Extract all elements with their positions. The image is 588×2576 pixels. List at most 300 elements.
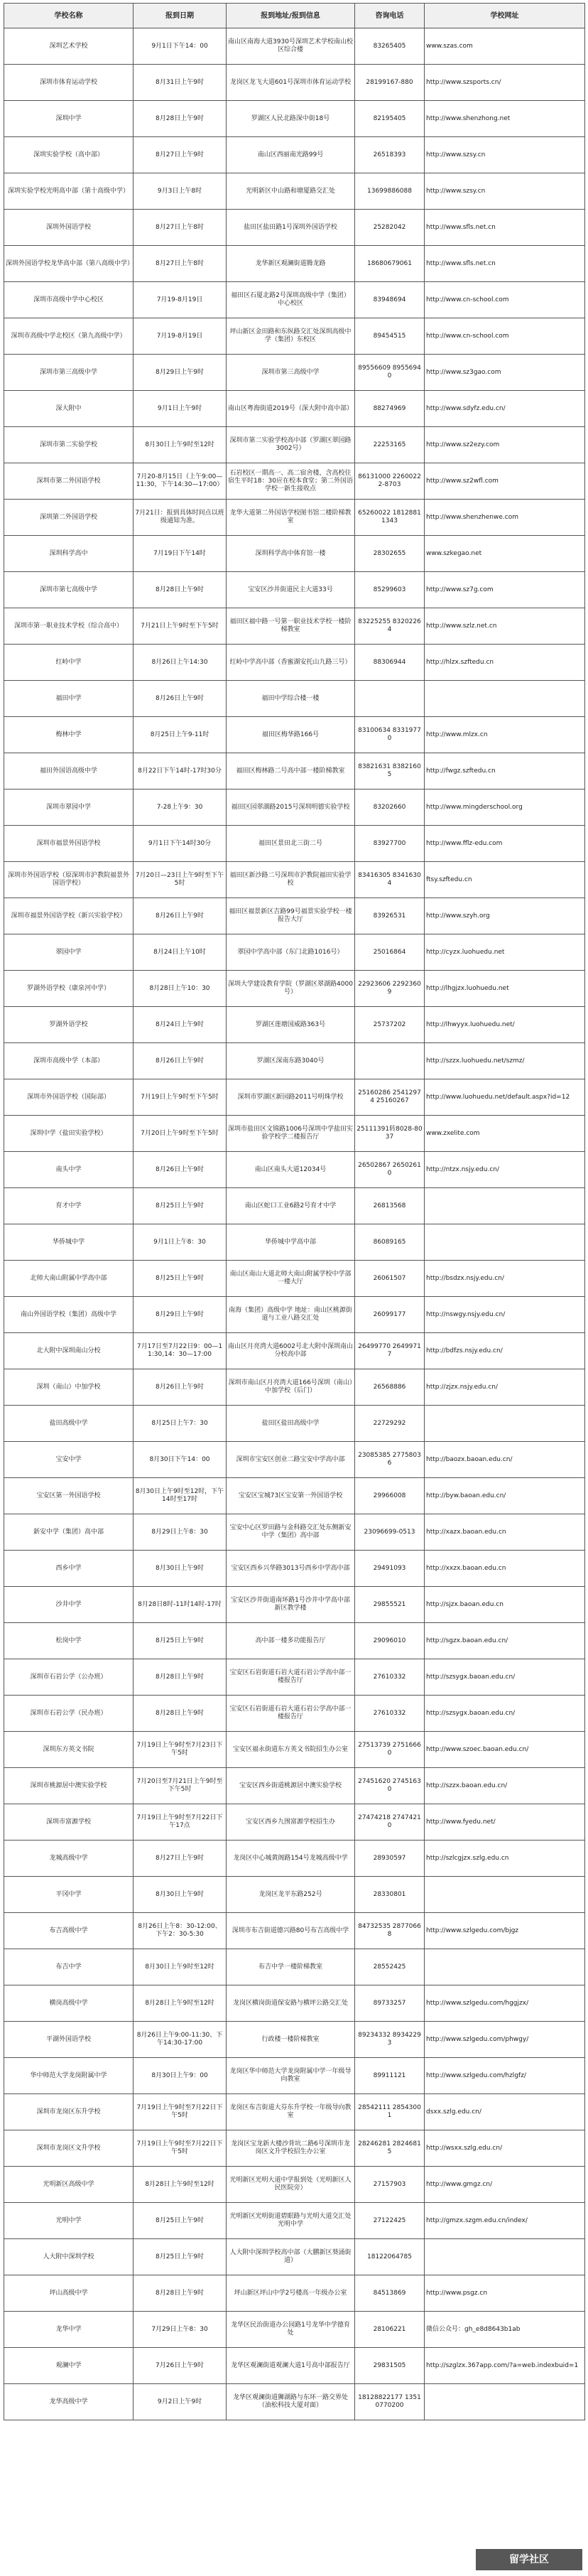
website-cell[interactable]: http://szsygx.baoan.edu.cn/ <box>425 1696 585 1732</box>
school-name-cell: 深圳市桃源居中澳实验学校 <box>4 1768 134 1804</box>
phone-cell: 22923606 22923609 <box>355 971 425 1007</box>
report-date-cell: 8月26日上午8：30-12:00、下午2：30-5:30 <box>134 1913 227 1949</box>
school-name-cell: 深圳（南山）中加学校 <box>4 1369 134 1406</box>
header-report-date: 报到日期 <box>134 4 227 28</box>
table-row <box>4 1478 585 1514</box>
website-cell[interactable] <box>425 1406 585 1442</box>
report-address-cell: 深圳市罗湖区新园路2011号明珠学校 <box>227 1079 355 1116</box>
table-row <box>4 318 585 355</box>
school-name-cell: 深大附中 <box>4 391 134 427</box>
school-name-cell: 龙华中学 <box>4 2312 134 2348</box>
report-address-cell: 宝安区宝城73区宝安第一外国语学校 <box>227 1478 355 1514</box>
phone-cell: 85299603 <box>355 572 425 608</box>
table-row <box>4 826 585 862</box>
report-date-cell: 9月2日上午9时 <box>134 2384 227 2420</box>
school-name-cell: 宝安中学 <box>4 1442 134 1478</box>
school-name-cell: 横岗高级中学 <box>4 1985 134 2022</box>
report-date-cell: 8月30日上午9时至12时 <box>134 427 227 463</box>
report-address-cell: 龙岗区宝龙新大楼沙背坑二路6号深圳市龙岗区文升学校招生办公室 <box>227 2130 355 2167</box>
phone-cell: 84732535 28770668 <box>355 1913 425 1949</box>
phone-cell: 26061507 <box>355 1261 425 1297</box>
report-address-cell: 龙岗区布吉街道大芬东升学校一年级导向教室 <box>227 2094 355 2130</box>
school-name-cell: 深圳市福景外国语学校 <box>4 826 134 862</box>
school-name-cell: 华侨城中学 <box>4 1224 134 1261</box>
table-row <box>4 2167 585 2203</box>
phone-cell: 28106221 <box>355 2312 425 2348</box>
website-cell[interactable]: http://www.sdyfz.edu.cn/ <box>425 391 585 427</box>
website-cell[interactable]: http://www.sz2wfl.com <box>425 463 585 500</box>
table-row <box>4 898 585 934</box>
website-cell[interactable]: dsxx.szlg.edu.cn/ <box>425 2094 585 2130</box>
table-row <box>4 2130 585 2167</box>
phone-cell: 28246281 28246815 <box>355 2130 425 2167</box>
table-row <box>4 1659 585 1696</box>
school-name-cell: 北师大南山附属中学高中部 <box>4 1261 134 1297</box>
report-date-cell: 7月19日上午9时至7月22日下午5时 <box>134 2130 227 2167</box>
phone-cell: 29855521 <box>355 1587 425 1623</box>
report-date-cell: 8月25日上午9时 <box>134 2239 227 2275</box>
report-address-cell: 宝安区西乡兴华路3013号西乡中学高中部 <box>227 1551 355 1587</box>
phone-cell: 13699886088 <box>355 173 425 210</box>
website-cell[interactable]: http://www.szyh.org <box>425 898 585 934</box>
school-name-cell: 育才中学 <box>4 1188 134 1224</box>
school-name-cell: 光明中学 <box>4 2203 134 2239</box>
table-row <box>4 1514 585 1551</box>
report-address-cell: 人大附中深圳学校高中部（大鹏新区葵涌街道） <box>227 2239 355 2275</box>
report-address-cell: 南山区南头大道12034号 <box>227 1152 355 1188</box>
report-date-cell: 9月1日下午14时30分 <box>134 826 227 862</box>
header-report-address: 报到地址/报到信息 <box>227 4 355 28</box>
website-cell[interactable]: http://lhgjzx.luohuedu.net <box>425 971 585 1007</box>
website-cell[interactable]: http://gmzx.szgm.edu.cn/index/ <box>425 2203 585 2239</box>
report-address-cell: 石岩校区一期高一、高二宿舍楼，含高校住宿生平时18：30应在校本食堂；第二外国语学校一新生接收点 <box>227 463 355 500</box>
website-cell[interactable]: 微信公众号：gh_e8d8643b1ab <box>425 2312 585 2348</box>
school-name-cell: 布吉中学 <box>4 1949 134 1985</box>
report-date-cell: 7月20日至7月21日上午9时至下午5时 <box>134 1768 227 1804</box>
report-address-cell: 深圳大学建设教育学院（罗湖区翠湖路4000号） <box>227 971 355 1007</box>
report-address-cell: 高中部一楼多功能报告厅 <box>227 1623 355 1659</box>
phone-cell: 88274969 <box>355 391 425 427</box>
phone-cell: 27513739 27516660 <box>355 1732 425 1768</box>
school-name-cell: 深圳市第二外国语学校 <box>4 463 134 500</box>
report-date-cell: 8月28日上午9时至12时 <box>134 2167 227 2203</box>
school-name-cell: 人大附中深圳学校 <box>4 2239 134 2275</box>
website-cell[interactable] <box>425 1224 585 1261</box>
table-body <box>4 28 585 2420</box>
table-row <box>4 2312 585 2348</box>
website-cell[interactable]: http://www.szlgedu.com/phwgy/ <box>425 2022 585 2058</box>
school-name-cell: 平湖外国语学校 <box>4 2022 134 2058</box>
report-date-cell: 7月19日上午9时至7月23日下午5时 <box>134 1732 227 1768</box>
school-name-cell: 盐田高级中学 <box>4 1406 134 1442</box>
phone-cell: 25111391转8028-8037 <box>355 1116 425 1152</box>
website-cell[interactable] <box>425 2239 585 2275</box>
table-row <box>4 1406 585 1442</box>
table-row <box>4 2275 585 2312</box>
report-address-cell: 深圳市第三高级中学 <box>227 355 355 391</box>
website-cell[interactable]: www.zxelite.com <box>425 1116 585 1152</box>
report-address-cell: 福田区新沙路二号深圳市沪教院福田实验学校 <box>227 862 355 898</box>
report-date-cell: 8月30日上午9时 <box>134 1551 227 1587</box>
report-date-cell: 8月25日上午9时 <box>134 1261 227 1297</box>
report-date-cell: 8月29日上午8：30 <box>134 1514 227 1551</box>
report-date-cell: 8月24日上午9时 <box>134 1007 227 1043</box>
phone-cell: 18122064785 <box>355 2239 425 2275</box>
table-row <box>4 608 585 645</box>
website-cell[interactable]: http://www.psgz.cn <box>425 2275 585 2312</box>
table-row <box>4 500 585 536</box>
table-row <box>4 2384 585 2420</box>
website-cell[interactable]: http://www.sfls.net.cn <box>425 210 585 246</box>
website-cell[interactable]: http://www.szsy.cn <box>425 137 585 173</box>
phone-cell: 18128822177 13510770200 <box>355 2384 425 2420</box>
website-cell[interactable]: http://sgzx.baoan.edu.cn/ <box>425 1623 585 1659</box>
report-date-cell: 8月26日上午9时 <box>134 681 227 717</box>
website-cell[interactable]: http://hlzx.szftedu.cn <box>425 645 585 681</box>
website-cell[interactable]: http://www.cn-school.com <box>425 282 585 318</box>
website-cell[interactable]: http://lhwyyx.luohuedu.net/ <box>425 1007 585 1043</box>
school-name-cell: 罗湖外语学校（康泉河中学） <box>4 971 134 1007</box>
website-cell[interactable]: http://fwgz.szftedu.cn <box>425 753 585 789</box>
report-date-cell: 8月30日上午9：00 <box>134 2058 227 2094</box>
report-date-cell: 8月28日上午9时 <box>134 1659 227 1696</box>
report-address-cell: 宝安区石岩街道石岩大道石岩公学高中部一楼报告厅 <box>227 1696 355 1732</box>
report-date-cell: 8月28日上午10：30 <box>134 971 227 1007</box>
table-row <box>4 1152 585 1188</box>
school-name-cell: 宝安区第一外国语学校 <box>4 1478 134 1514</box>
website-cell[interactable]: http://szzx.baoan.edu.cn/ <box>425 1768 585 1804</box>
website-cell[interactable] <box>425 681 585 717</box>
table-row <box>4 2239 585 2275</box>
school-name-cell: 布吉高级中学 <box>4 1913 134 1949</box>
report-address-cell: 布吉中学一楼阶梯教室 <box>227 1949 355 1985</box>
report-address-cell: 南山区月亮湾大道6002号北大附中深圳南山分校高中部 <box>227 1333 355 1369</box>
website-cell[interactable]: http://www.szlgedu.com/bjgz <box>425 1913 585 1949</box>
phone-cell: 26502867 26502610 <box>355 1152 425 1188</box>
report-address-cell: 深圳市布吉街道德兴路80号布吉高级中学 <box>227 1913 355 1949</box>
school-name-cell: 深圳市石岩公学（民办班） <box>4 1696 134 1732</box>
table-row <box>4 1224 585 1261</box>
website-cell[interactable] <box>425 1949 585 1985</box>
report-date-cell: 8月25日上午9-11时 <box>134 717 227 753</box>
table-row <box>4 572 585 608</box>
phone-cell: 83926531 <box>355 898 425 934</box>
report-address-cell: 翠园中学高中部（东门北路1016号） <box>227 934 355 971</box>
phone-cell: 25016864 <box>355 934 425 971</box>
report-address-cell: 福田区园翠湖路2015号深圳明德实验学校 <box>227 789 355 826</box>
report-address-cell: 行政楼一楼阶梯教室 <box>227 2022 355 2058</box>
table-row <box>4 173 585 210</box>
school-name-cell: 南山外国语学校（集团）高级中学 <box>4 1297 134 1333</box>
website-cell[interactable]: http://www.szoec.baoan.edu.cn/ <box>425 1732 585 1768</box>
website-cell[interactable]: http://xazx.baoan.edu.cn <box>425 1514 585 1551</box>
website-cell[interactable]: http://byw.baoan.edu.cn/ <box>425 1478 585 1514</box>
table-row <box>4 282 585 318</box>
phone-cell: 28930597 <box>355 1841 425 1877</box>
table-row <box>4 1877 585 1913</box>
website-cell[interactable]: http://www.fyedu.net/ <box>425 1804 585 1841</box>
phone-cell: 83100634 83319770 <box>355 717 425 753</box>
report-date-cell: 8月29日上午9时 <box>134 355 227 391</box>
website-cell[interactable]: http://xxzx.baoan.edu.cn <box>425 1551 585 1587</box>
table-row <box>4 463 585 500</box>
table-row <box>4 1985 585 2022</box>
school-name-cell: 深圳市龙岗区文升学校 <box>4 2130 134 2167</box>
website-cell[interactable]: http://www.shenzhong.net <box>425 101 585 137</box>
report-address-cell: 福田区梅林路二号高中部一楼阶梯教室 <box>227 753 355 789</box>
school-name-cell: 松岗中学 <box>4 1623 134 1659</box>
report-address-cell: 宝安中心区罗田路与金科路交汇处东侧新安中学（集团）高中部 <box>227 1514 355 1551</box>
table-row <box>4 1369 585 1406</box>
report-date-cell: 8月26日上午9时 <box>134 898 227 934</box>
school-name-cell: 光明新区高级中学 <box>4 2167 134 2203</box>
school-name-cell: 观澜中学 <box>4 2348 134 2384</box>
table-row <box>4 1768 585 1804</box>
report-address-cell: 南山区南海大道3930号深圳艺术学校南山校区综合楼 <box>227 28 355 65</box>
school-name-cell: 深圳市高级中学（本部） <box>4 1043 134 1079</box>
phone-cell: 65260022 18128811343 <box>355 500 425 536</box>
report-address-cell: 华侨城中学高中部 <box>227 1224 355 1261</box>
report-address-cell: 罗湖区人民北路深中街18号 <box>227 101 355 137</box>
school-name-cell: 深圳第二外国语学校 <box>4 500 134 536</box>
phone-cell: 28199167-880 <box>355 65 425 101</box>
report-address-cell: 龙岗区横岗街道保安路与横坪公路交汇处 <box>227 1985 355 2022</box>
report-date-cell: 8月30日上午9时 <box>134 1877 227 1913</box>
website-cell[interactable]: http://szlcgjzx.szlg.edu.cn <box>425 1841 585 1877</box>
table-row <box>4 971 585 1007</box>
report-address-cell: 宝安区沙井街道民主大道33号 <box>227 572 355 608</box>
phone-cell: 25160286 25412974 25160267 <box>355 1079 425 1116</box>
table-row <box>4 1261 585 1297</box>
report-address-cell: 福田区梅华路166号 <box>227 717 355 753</box>
report-address-cell: 红岭中学高中部（香蜜湖安托山九路三号） <box>227 645 355 681</box>
table-row <box>4 1949 585 1985</box>
school-name-cell: 新安中学（集团）高中部 <box>4 1514 134 1551</box>
table-header-row <box>4 4 585 28</box>
report-address-cell: 南山区南山大道北师大南山附属学校中学部一楼大厅 <box>227 1261 355 1297</box>
phone-cell: 83265405 <box>355 28 425 65</box>
website-cell[interactable]: http://www.szlgedu.com/hzlgfz/ <box>425 2058 585 2094</box>
report-date-cell: 8月29日上午9时 <box>134 1297 227 1333</box>
website-cell[interactable]: http://ntzx.nsjy.edu.cn/ <box>425 1152 585 1188</box>
report-date-cell: 7月19日下午14时 <box>134 536 227 572</box>
website-cell[interactable]: http://www.mingderschool.org <box>425 789 585 826</box>
report-date-cell: 8月30日上午9时至12时 <box>134 1949 227 1985</box>
report-address-cell: 坪山新区坪山中学2号楼高一年级办公室 <box>227 2275 355 2312</box>
phone-cell: 28552425 <box>355 1949 425 1985</box>
website-cell[interactable] <box>425 2384 585 2420</box>
phone-cell: 89911121 <box>355 2058 425 2094</box>
website-cell[interactable]: www.szas.com <box>425 28 585 65</box>
report-address-cell: 龙华区民治街道办公园路1号龙华中学德育处 <box>227 2312 355 2348</box>
report-address-cell: 深圳市盐田区文锦路1006号深圳中学盐田实验学校学二楼报告厅 <box>227 1116 355 1152</box>
report-date-cell: 8月22日下午14时-17时30分 <box>134 753 227 789</box>
report-address-cell: 龙华大道第二外国语学校图书馆二楼阶梯教室 <box>227 500 355 536</box>
report-address-cell: 罗湖区深南东路3040号 <box>227 1043 355 1079</box>
school-name-cell: 深圳市体育运动学校 <box>4 65 134 101</box>
report-address-cell: 龙华区观澜街道观澜大道1号高中部报告厅 <box>227 2348 355 2384</box>
report-address-cell: 南海（集团）高级中学 地址：南山区桃源街道与工业八路交汇处 <box>227 1297 355 1333</box>
website-cell[interactable]: http://www.szlgedu.com/hggjzx/ <box>425 1985 585 2022</box>
website-cell[interactable]: http://www.szsy.cn <box>425 173 585 210</box>
website-cell[interactable]: http://www.fflz-edu.com <box>425 826 585 862</box>
school-name-cell: 龙城高级中学 <box>4 1841 134 1877</box>
report-address-cell: 龙华新区观澜街道腾龙路 <box>227 246 355 282</box>
report-date-cell: 7-28上午9：30 <box>134 789 227 826</box>
school-name-cell: 深圳外国语学校 <box>4 210 134 246</box>
phone-cell: 89556609 89556940 <box>355 355 425 391</box>
website-cell[interactable]: http://szsygx.baoan.edu.cn/ <box>425 1659 585 1696</box>
website-cell[interactable]: http://szglzx.367app.com/?a=web.indexbuid=1 <box>425 2348 585 2384</box>
report-date-cell: 8月26日上午9时 <box>134 1369 227 1406</box>
phone-cell: 89454515 <box>355 318 425 355</box>
school-registration-table <box>4 3 585 2420</box>
website-cell[interactable]: http://baozx.baoan.edu.cn/ <box>425 1442 585 1478</box>
website-cell[interactable]: http://nswgy.nsjy.edu.cn/ <box>425 1297 585 1333</box>
school-name-cell: 深圳市龙岗区东升学校 <box>4 2094 134 2130</box>
phone-cell: 28330801 <box>355 1877 425 1913</box>
website-cell[interactable]: http://zjzx.nsjy.edu.cn/ <box>425 1369 585 1406</box>
school-name-cell: 深圳市第三高级中学 <box>4 355 134 391</box>
table-row <box>4 753 585 789</box>
report-address-cell: 深圳市宝安区创业二路宝安中学高中部 <box>227 1442 355 1478</box>
report-date-cell: 8月27日上午8时 <box>134 246 227 282</box>
report-address-cell: 龙岗区龙平东路252号 <box>227 1877 355 1913</box>
phone-cell: 23085385 27758036 <box>355 1442 425 1478</box>
website-cell[interactable]: http://bsdzx.nsjy.edu.cn/ <box>425 1261 585 1297</box>
website-cell[interactable]: http://bdfzs.nsjy.edu.cn/ <box>425 1333 585 1369</box>
phone-cell: 27474218 27474210 <box>355 1804 425 1841</box>
report-address-cell: 福田区石厦北路2号深圳高级中学（集团）中心校区 <box>227 282 355 318</box>
report-address-cell: 光明新区光明大道中学报到处（光明新区人民医院旁） <box>227 2167 355 2203</box>
table-row <box>4 717 585 753</box>
website-cell[interactable] <box>425 1877 585 1913</box>
school-name-cell: 沙井中学 <box>4 1587 134 1623</box>
website-cell[interactable]: http://www.sz2ezy.com <box>425 427 585 463</box>
website-cell[interactable]: http://www.mlzx.cn <box>425 717 585 753</box>
table-row <box>4 1079 585 1116</box>
table-row <box>4 1551 585 1587</box>
table-row <box>4 1804 585 1841</box>
phone-cell: 89733257 <box>355 1985 425 2022</box>
report-date-cell: 7月26日上午9时 <box>134 2348 227 2384</box>
phone-cell: 23096699-0513 <box>355 1514 425 1551</box>
phone-cell: 26499770 26499717 <box>355 1333 425 1369</box>
website-cell[interactable]: http://www.cn-school.com <box>425 318 585 355</box>
school-name-cell: 坪山高级中学 <box>4 2275 134 2312</box>
header-phone: 咨询电话 <box>355 4 425 28</box>
school-name-cell: 深圳市石岩公学（公办班） <box>4 1659 134 1696</box>
table-row <box>4 2348 585 2384</box>
report-date-cell: 8月28日上午9时至12时 <box>134 1985 227 2022</box>
school-name-cell: 华中师范大学龙岗附属中学 <box>4 2058 134 2094</box>
school-name-cell: 深圳中学（盐田实验学校） <box>4 1116 134 1152</box>
school-name-cell: 翠园中学 <box>4 934 134 971</box>
report-address-cell: 福田区景田北三街二号 <box>227 826 355 862</box>
phone-cell: 28302655 <box>355 536 425 572</box>
phone-cell: 83202660 <box>355 789 425 826</box>
report-address-cell: 龙岗区龙飞大道601号深圳市体育运动学校 <box>227 65 355 101</box>
website-cell[interactable]: http://www.sz3gao.com <box>425 355 585 391</box>
phone-cell: 29831505 <box>355 2348 425 2384</box>
table-row <box>4 210 585 246</box>
phone-cell: 82195405 <box>355 101 425 137</box>
website-cell[interactable]: ftsy.szftedu.cn <box>425 862 585 898</box>
phone-cell: 26099177 <box>355 1297 425 1333</box>
table-row <box>4 1913 585 1949</box>
website-cell[interactable]: http://cyzx.luohuedu.net <box>425 934 585 971</box>
report-date-cell: 8月26日上午9时 <box>134 1152 227 1188</box>
table-row <box>4 2203 585 2239</box>
report-date-cell: 7月20日上午9时至下午5时 <box>134 1116 227 1152</box>
website-cell[interactable]: http://szzx.luohuedu.net/szmz/ <box>425 1043 585 1079</box>
table-row <box>4 1297 585 1333</box>
website-cell[interactable]: http://www.szsports.cn/ <box>425 65 585 101</box>
phone-cell: 18680679061 <box>355 246 425 282</box>
table-row <box>4 645 585 681</box>
report-address-cell: 深圳科学高中体育馆一楼 <box>227 536 355 572</box>
report-address-cell: 深圳市南山区月亮湾大道166号深圳（南山）中加学校（后门） <box>227 1369 355 1406</box>
website-cell[interactable]: http://www.gmgz.cn/ <box>425 2167 585 2203</box>
table-row <box>4 427 585 463</box>
website-cell[interactable]: http://www.luohuedu.net/default.aspx?id=12 <box>425 1079 585 1116</box>
report-date-cell: 9月1日上午8：30 <box>134 1224 227 1261</box>
website-cell[interactable]: http://www.shenzhenwe.com <box>425 500 585 536</box>
table-row <box>4 1116 585 1152</box>
report-address-cell: 罗湖区莲塘国威路363号 <box>227 1007 355 1043</box>
report-date-cell: 8月28日上午9时 <box>134 572 227 608</box>
table-row <box>4 1188 585 1224</box>
report-date-cell: 8月27日上午9时 <box>134 137 227 173</box>
table-row <box>4 1442 585 1478</box>
report-date-cell: 7月19日上午9时至7月22日下午17点 <box>134 1804 227 1841</box>
report-date-cell: 8月25日上午9时 <box>134 1188 227 1224</box>
phone-cell: 22729292 <box>355 1406 425 1442</box>
website-cell[interactable]: www.szkegao.net <box>425 536 585 572</box>
report-address-cell: 光明新区光明街道碧眼路与光明大道交汇处光明中学 <box>227 2203 355 2239</box>
report-address-cell: 深圳市第二实验学校高中部（罗湖区翠园路3002号） <box>227 427 355 463</box>
phone-cell: 25282042 <box>355 210 425 246</box>
website-cell[interactable]: http://www.szlz.net.cn <box>425 608 585 645</box>
report-date-cell: 7月20日—23日上午9时至下午5时 <box>134 862 227 898</box>
school-name-cell: 平冈中学 <box>4 1877 134 1913</box>
phone-cell: 83225255 83202264 <box>355 608 425 645</box>
phone-cell: 28542111 28543001 <box>355 2094 425 2130</box>
phone-cell: 84513869 <box>355 2275 425 2312</box>
school-name-cell: 福田外国语高级中学 <box>4 753 134 789</box>
report-address-cell: 宝安区福永街道东方英文书院招生办公室 <box>227 1732 355 1768</box>
website-cell[interactable]: http://wsxx.szlg.edu.cn/ <box>425 2130 585 2167</box>
table-row <box>4 2058 585 2094</box>
website-cell[interactable] <box>425 1188 585 1224</box>
phone-cell: 22253165 <box>355 427 425 463</box>
report-date-cell: 8月25日上午9时 <box>134 2203 227 2239</box>
table-row <box>4 1732 585 1768</box>
report-address-cell: 盐田区盐田高级中学 <box>227 1406 355 1442</box>
website-cell[interactable]: http://sjzx.baoan.edu.cn <box>425 1587 585 1623</box>
school-name-cell: 龙华高级中学 <box>4 2384 134 2420</box>
report-date-cell: 9月1日上午9时 <box>134 391 227 427</box>
table-row <box>4 1333 585 1369</box>
report-date-cell: 8月28日8时-11时14时-17时 <box>134 1587 227 1623</box>
school-name-cell: 深圳实验学校（高中部） <box>4 137 134 173</box>
report-address-cell: 南山区西丽南光路99号 <box>227 137 355 173</box>
report-address-cell: 光明新区中山路和塘厦路交汇处 <box>227 173 355 210</box>
website-cell[interactable]: http://www.sfls.net.cn <box>425 246 585 282</box>
school-name-cell: 深圳市富源学校 <box>4 1804 134 1841</box>
website-cell[interactable]: http://www.sz7g.com <box>425 572 585 608</box>
phone-cell: 83927700 <box>355 826 425 862</box>
